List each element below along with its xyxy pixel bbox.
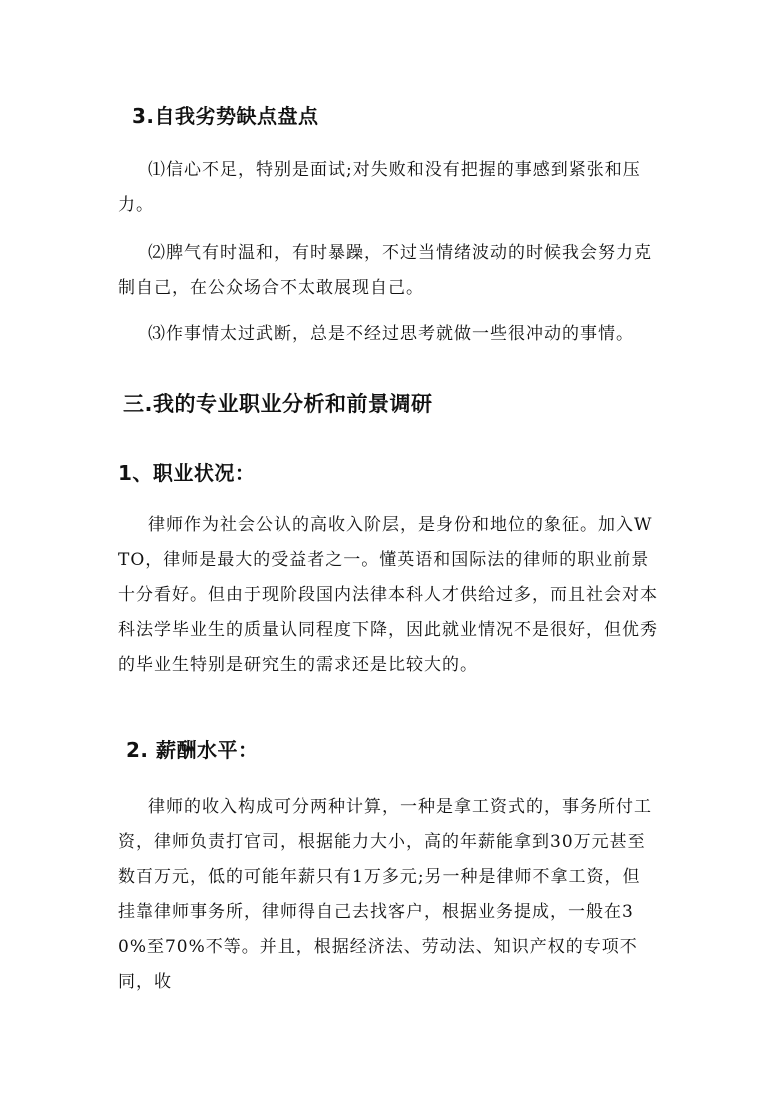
weakness-item-3: ⑶作事情太过武断，总是不经过思考就做一些很冲动的事情。 [148,324,634,344]
weakness-heading: 3.自我劣势缺点盘点 [132,104,319,128]
salary-paragraph: 律师的收入构成可分两种计算，一种是拿工资式的，事务所付工资，律师负责打官司，根据能力大小，高的年薪能拿到30万元甚至数百万元，低的可能年薪只有1万多元;另一种是律师不拿工资，但挂靠律师事务所，律师得自己去找客户，根据业务提成，一般在30%至70%不等。并且，根据经济法、劳动法、知识产权的专项不同，收 [118,797,652,992]
weakness-item-1: ⑴信心不足，特别是面试;对失败和没有把握的事感到紧张和压力。 [118,160,641,215]
salary-heading: 2. 薪酬水平： [126,738,259,762]
career-status-heading: 1、职业状况： [118,461,256,485]
career-status-paragraph: 律师作为社会公认的高收入阶层，是身份和地位的象征。加入WTO，律师是最大的受益者之一。懂英语和国际法的律师的职业前景十分看好。但由于现阶段国内法律本科人才供给过多，而且社会对本科法学毕业生的质量认同程度下降，因此就业情况不是很好，但优秀的毕业生特别是研究生的需求还是比较大的。 [118,515,658,675]
career-analysis-heading: 三.我的专业职业分析和前景调研 [123,392,433,416]
weakness-item-2: ⑵脾气有时温和，有时暴躁，不过当情绪波动的时候我会努力克制自己，在公众场合不太敢展现自己。 [118,243,652,298]
